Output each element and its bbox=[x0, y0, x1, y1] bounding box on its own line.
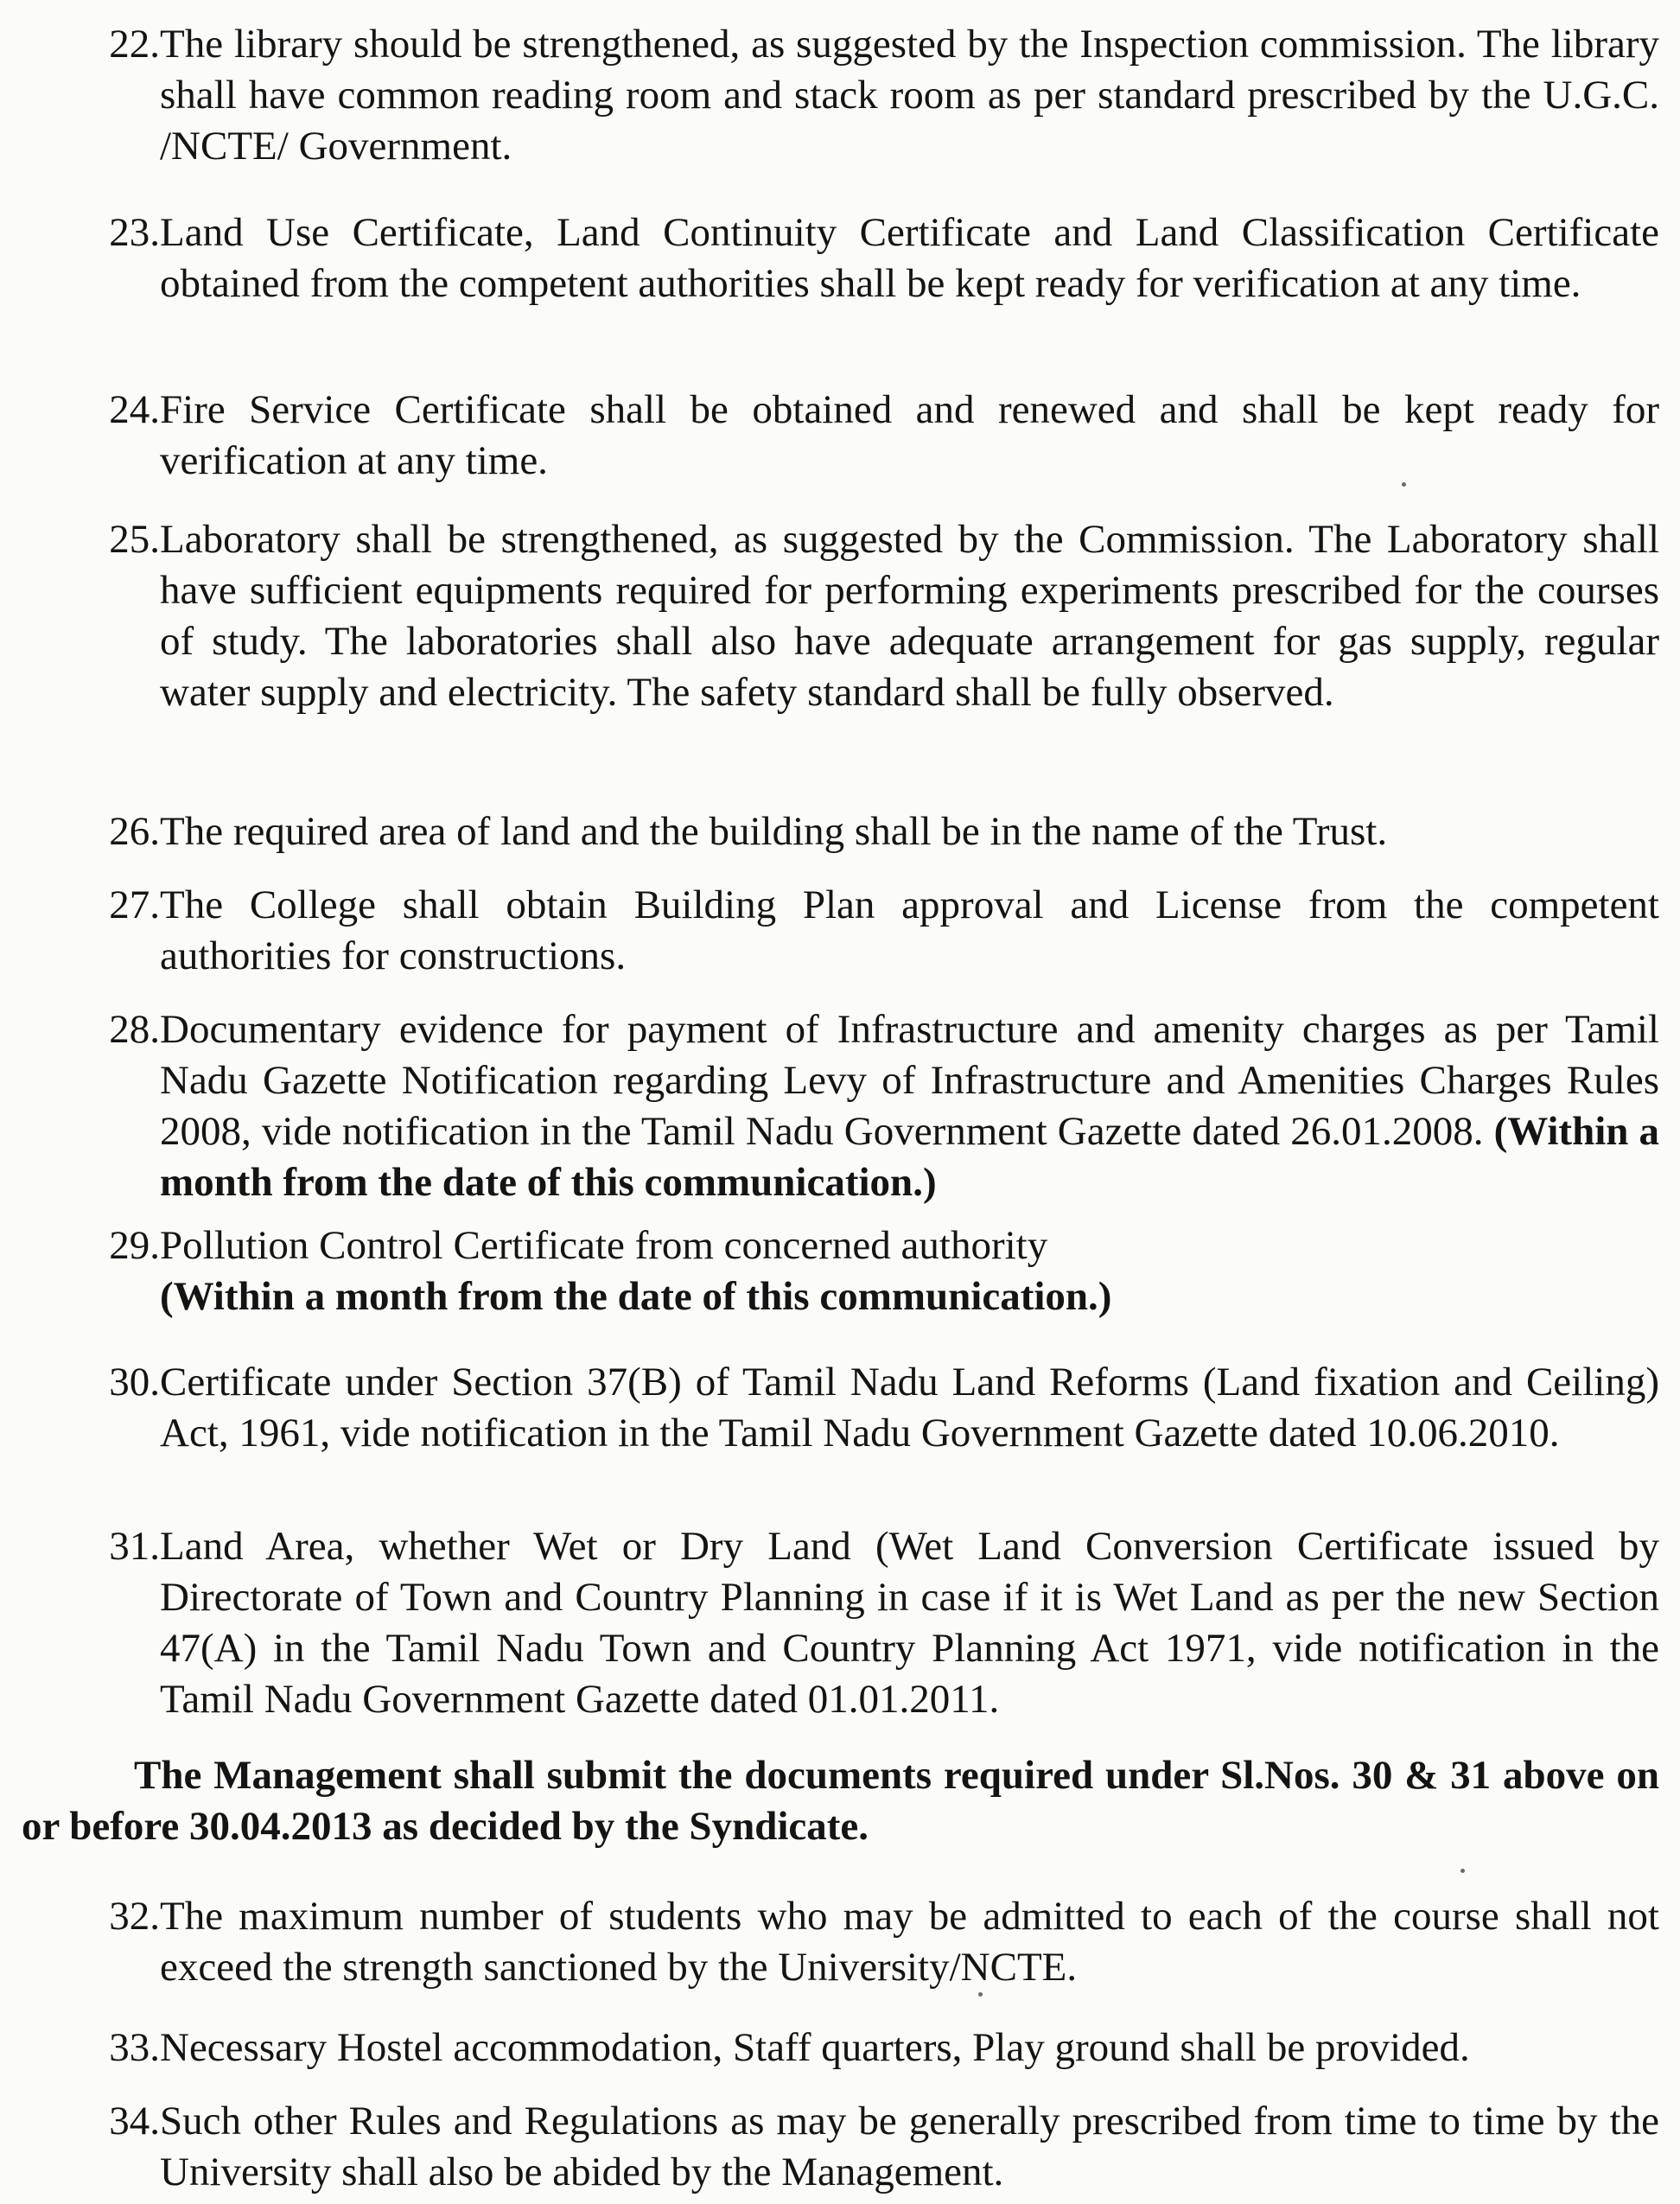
list-item-33 bbox=[86, 2022, 1659, 2073]
item-number: 34. bbox=[109, 2099, 160, 2143]
list-item-24 bbox=[86, 385, 1659, 487]
item-text bbox=[160, 1004, 1659, 1208]
list-item-29 bbox=[86, 1220, 1659, 1322]
syndicate-note bbox=[22, 1750, 1659, 1852]
item-text-bold: (Within a month from the date of this communication.) bbox=[160, 1109, 1659, 1205]
item-number: 29. bbox=[109, 1223, 160, 1268]
item-text: Land Use Certificate, Land Continuity Certificate and Land Classification Certificate obtained from the competent authorities shall be kept ready for verification at any time. bbox=[160, 210, 1659, 306]
item-text-plain: Pollution Control Certificate from concerned authority bbox=[160, 1223, 1048, 1268]
item-text-bold: (Within a month from the date of this communication.) bbox=[160, 1274, 1112, 1319]
scan-speck bbox=[1402, 482, 1406, 487]
syndicate-note-text: The Management shall submit the documents required under Sl.Nos. 30 & 31 above on or before 30.04.2013 as decided by the Syndicate. bbox=[22, 1753, 1659, 1849]
item-text: Such other Rules and Regulations as may be generally prescribed from time to time by the University shall also be abided by the Management. bbox=[160, 2099, 1659, 2194]
list-item-27 bbox=[86, 880, 1659, 982]
list-item-30 bbox=[86, 1357, 1659, 1459]
scan-speck bbox=[978, 1992, 983, 1997]
list-item-23 bbox=[86, 207, 1659, 309]
item-text: The library should be strengthened, as suggested by the Inspection commission. The library shall have common reading room and stack room as per standard prescribed by the U.G.C. /NCTE/ Government. bbox=[160, 22, 1659, 169]
list-item-26 bbox=[86, 806, 1659, 857]
item-text-plain: Documentary evidence for payment of Infrastructure and amenity charges as per Tamil Nadu Gazette Notification regarding Levy of Infrastructure and Amenities Charges Rules 2008, vide notification in the Tamil Nadu Government Gazette dated 26.01.2008. bbox=[160, 1007, 1659, 1154]
item-number: 26. bbox=[109, 809, 160, 854]
item-text: Necessary Hostel accommodation, Staff quarters, Play ground shall be provided. bbox=[160, 2025, 1470, 2070]
item-number: 24. bbox=[109, 387, 160, 432]
list-item-28 bbox=[86, 1004, 1659, 1208]
scan-speck bbox=[1460, 1869, 1465, 1873]
item-text: Fire Service Certificate shall be obtained and renewed and shall be kept ready for verification at any time. bbox=[160, 387, 1659, 483]
list-item-31 bbox=[86, 1521, 1659, 1725]
list-item-25 bbox=[86, 514, 1659, 718]
item-text: Land Area, whether Wet or Dry Land (Wet Land Conversion Certificate issued by Directorate of Town and Country Planning in case if it is Wet Land as per the new Section 47(A) in the Tamil Nadu Town and Country Planning Act 1971, vide notification in the Tamil Nadu Government Gazette dated 01.01.2011. bbox=[160, 1524, 1659, 1722]
item-text: The required area of land and the building shall be in the name of the Trust. bbox=[160, 809, 1388, 854]
item-text bbox=[160, 1220, 1659, 1322]
item-number: 32. bbox=[109, 1894, 160, 1939]
list-item-32 bbox=[86, 1891, 1659, 1993]
item-text: Laboratory shall be strengthened, as suggested by the Commission. The Laboratory shall have sufficient equipments required for performing experiments prescribed for the courses of study. The laboratories shall also have adequate arrangement for gas supply, regular water supply and electricity. The safety standard shall be fully observed. bbox=[160, 517, 1659, 715]
item-number: 27. bbox=[109, 882, 160, 927]
item-number: 23. bbox=[109, 210, 160, 255]
item-text: The maximum number of students who may be admitted to each of the course shall not exceed the strength sanctioned by the University/NCTE. bbox=[160, 1894, 1659, 1990]
item-text: The College shall obtain Building Plan approval and License from the competent authorities for constructions. bbox=[160, 882, 1659, 978]
item-number: 25. bbox=[109, 517, 160, 562]
list-item-22 bbox=[86, 19, 1659, 172]
item-number: 28. bbox=[109, 1007, 160, 1052]
item-text: Certificate under Section 37(B) of Tamil Nadu Land Reforms (Land fixation and Ceiling) Act, 1961, vide notification in the Tamil Nadu Government Gazette dated 10.06.2010. bbox=[160, 1360, 1659, 1456]
item-number: 22. bbox=[109, 22, 160, 67]
list-item-34 bbox=[86, 2096, 1659, 2198]
item-number: 31. bbox=[109, 1524, 160, 1569]
item-number: 30. bbox=[109, 1360, 160, 1405]
item-number: 33. bbox=[109, 2025, 160, 2070]
